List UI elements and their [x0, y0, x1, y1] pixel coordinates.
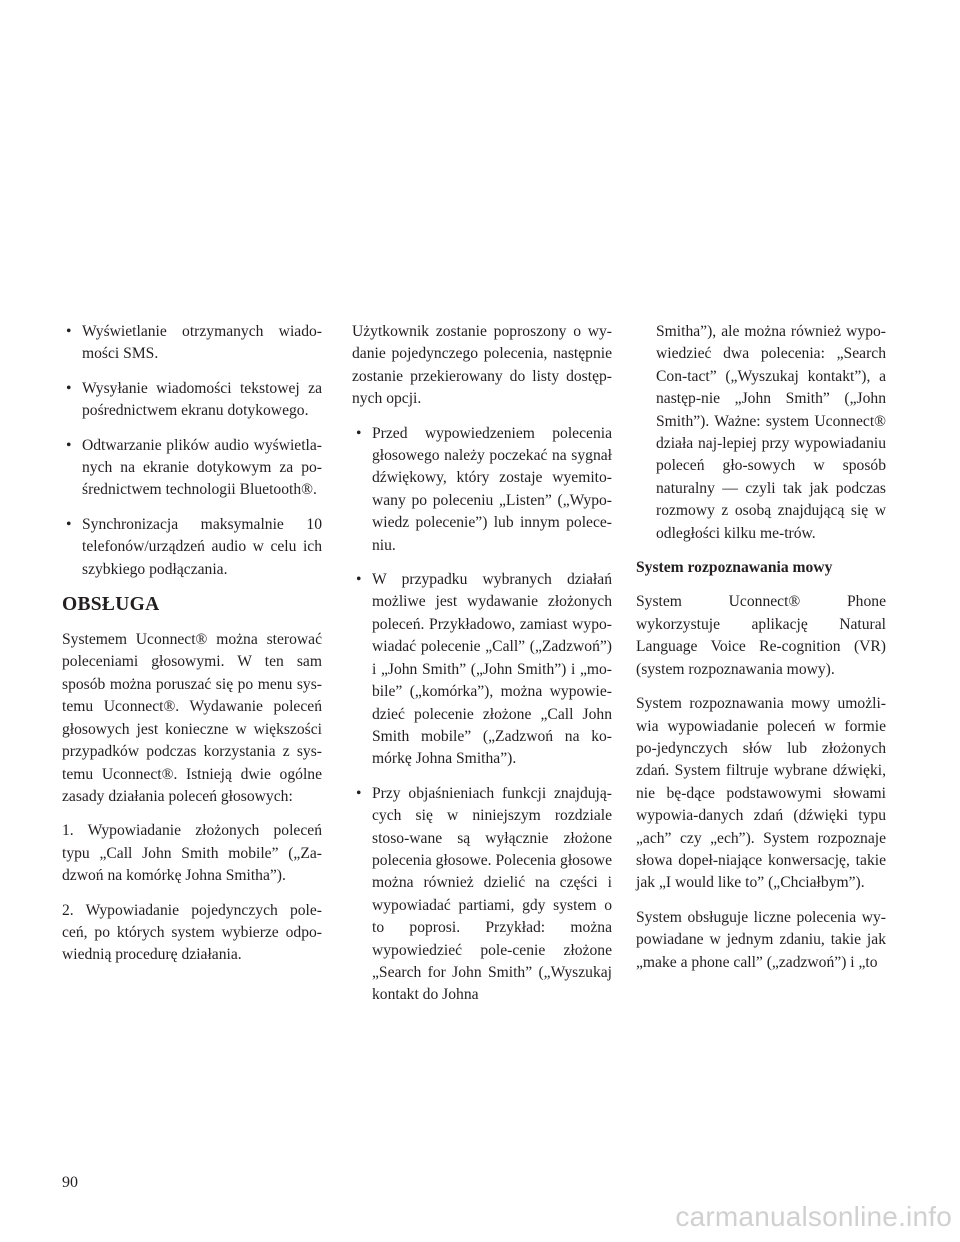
bullet-text: Przed wypowiedzeniem polecenia głosowego należy poczekać na sygnał dźwiękowy, który zostaje wyemito-wany po poleceniu „Listen” („Wypo-wiedz polecenie”) lub innym polece-niu.: [372, 424, 612, 554]
bullet-text: Odtwarzanie plików audio wyświetla-nych na ekranie dotykowym za po-średnictwem technologii Bluetooth®.: [82, 436, 322, 499]
bullet-item: [62, 321, 322, 366]
column-1: [62, 321, 322, 979]
bullet-marker: •: [66, 379, 72, 397]
paragraph: Systemem Uconnect® można sterować poleceniami głosowymi. W ten sam sposób można poruszać się po menu sys-temu Uconnect®. Wydawanie poleceń głosowych jest konieczne w większości przypadków podczas korzystania z sys-temu Uconnect®. Istnieją dwie ogólne zasady działania poleceń głosowych:: [62, 631, 322, 805]
bullet-item: [62, 514, 322, 581]
bullet-marker: •: [66, 515, 72, 533]
bullet-continuation: Smitha”), ale można również wypo-wiedzieć dwa polecenia: „Search Con-tact” („Wyszukaj kontakt”), a następ-nie „John Smith” („John Smith”). Ważne: system Uconnect® działa naj-lepiej przy wypowiadaniu poleceń gło-sowych w sposób naturalny — czyli tak jak podczas rozmowy z osobą znajdującą się w odległości kilku me-trów.: [656, 323, 886, 542]
bullet-item: [62, 435, 322, 502]
bullet-text: Wysyłanie wiadomości tekstowej za pośrednictwem ekranu dotykowego.: [82, 379, 322, 420]
section-heading: OBSŁUGA: [62, 594, 160, 616]
bullet-marker: •: [66, 436, 72, 454]
paragraph: System Uconnect® Phone wykorzystuje aplikację Natural Language Voice Re-cognition (VR) (system rozpoznawania mowy).: [636, 593, 886, 678]
paragraph: 2. Wypowiadanie pojedynczych pole-ceń, po których system wybierze odpo-wiednią procedurę działania.: [62, 901, 322, 964]
watermark: carmanualsonline.info: [675, 1201, 952, 1232]
bullet-text: Przy objaśnieniach funkcji znajdują-cych się w niniejszym rozdziale stoso-wane są wyłącznie złożone polecenia głosowe. Polecenia głosowe można również dzielić na części i wypowiadać partiami, gdy system o to poprosi. Przykład: można wypowiedzieć pole-cenie złożone „Search for John Smith” („Wyszukaj kontakt do Johna: [372, 784, 612, 1004]
bullet-marker: •: [356, 784, 362, 802]
bullet-text: W przypadku wybranych działań możliwe jest wydawanie złożonych poleceń. Przykładowo, zamiast wypo-wiadać polecenie „Call” („Zadzwoń”) i „John Smith” („John Smith”) i „mo-bile” („komórka”), można wypowie-dzieć polecenie złożone „Call John Smith mobile” („Zadzwoń na ko-mórkę Johna Smitha”).: [372, 571, 612, 768]
bullet-item: [62, 378, 322, 423]
paragraph: System rozpoznawania mowy umożli-wia wypowiadanie poleceń w formie po-jedynczych słów lub złożonych zdań. System filtruje wybrane dźwięki, nie bę-dące podstawowymi słowami wypowia-danych zdań (dźwięki typu „ach” czy „ech”). System rozpoznaje słowa dopeł-niające konwersację, takie jak „I would like to” („Chciałbym”).: [636, 695, 886, 892]
column-2: [352, 321, 612, 1019]
column-3: [636, 321, 886, 986]
bullet-text: Synchronizacja maksymalnie 10 telefonów/urządzeń audio w celu ich szybkiego podłączania.: [82, 515, 322, 578]
paragraph: System obsługuje liczne polecenia wy-powiadane w jednym zdaniu, takie jak „make a phone call” („zadzwoń”) i „to: [636, 908, 886, 971]
bullet-marker: •: [66, 323, 72, 340]
subsection-heading: System rozpoznawania mowy: [636, 559, 833, 577]
bullet-marker: •: [356, 424, 362, 442]
bullet-marker: •: [356, 571, 362, 589]
bullet-item: [352, 783, 612, 1007]
bullet-text: Wyświetlanie otrzymanych wiado-mości SMS.: [82, 323, 322, 363]
bullet-item: [352, 423, 612, 557]
bullet-item: [352, 569, 612, 771]
paragraph: 1. Wypowiadanie złożonych poleceń typu „Call John Smith mobile” („Za-dzwoń na komórkę Johna Smitha”).: [62, 822, 322, 885]
paragraph: Użytkownik zostanie poproszony o wy-danie pojedynczego polecenia, następnie zostanie przekierowany do listy dostęp-nych opcji.: [352, 323, 612, 408]
page-number: 90: [62, 1174, 78, 1191]
